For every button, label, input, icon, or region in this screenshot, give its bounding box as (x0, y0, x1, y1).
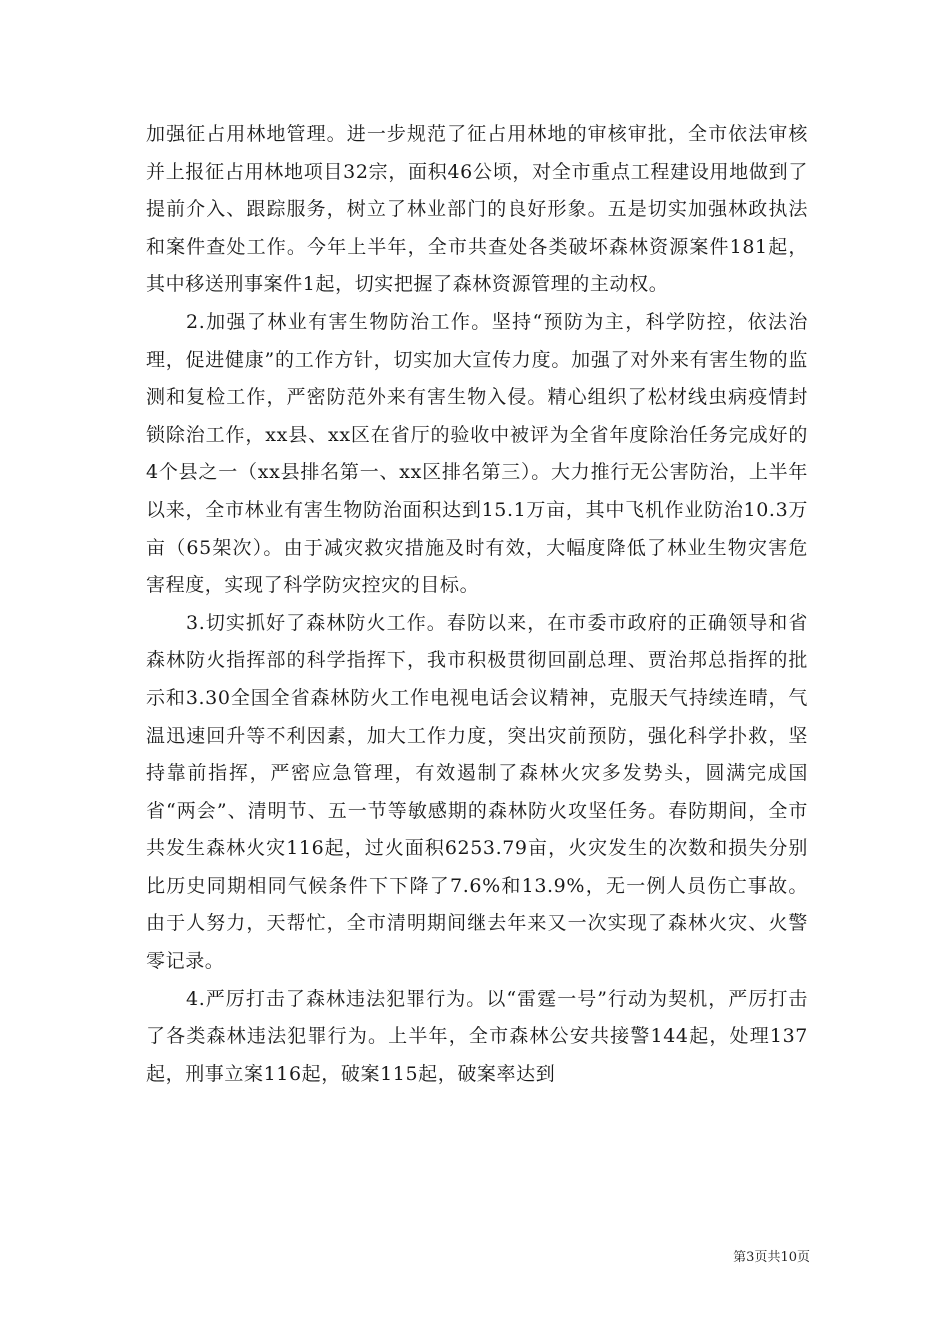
paragraph-land-management: 加强征占用林地管理。进一步规范了征占用林地的审核审批，全市依法审核并上报征占用林地项目32宗，面积46公顷，对全市重点工程建设用地做到了提前介入、跟踪服务，树立了林业部门的良好形象。五是切实加强林政执法和案件查处工作。今年上半年，全市共查处各类破坏森林资源案件181起，其中移送刑事案件1起，切实把握了森林资源管理的主动权。 (146, 123, 808, 296)
paragraph-pest-control: 2.加强了林业有害生物防治工作。坚持“预防为主，科学防控，依法治理，促进健康”的工作方针，切实加大宣传力度。加强了对外来有害生物的监测和复检工作，严密防范外来有害生物入侵。精心组织了松材线虫病疫情封锁除治工作，xx县、xx区在省厅的验收中被评为全省年度除治任务完成好的4个县之一（xx县排名第一、xx区排名第三）。大力推行无公害防治，上半年以来，全市林业有害生物防治面积达到15.1万亩，其中飞机作业防治10.3万亩（65架次）。由于减灾救灾措施及时有效，大幅度降低了林业生物灾害危害程度，实现了科学防灾控灾的目标。 (146, 310, 808, 597)
page-number-footer: 第3页共10页 (733, 1250, 810, 1265)
document-body (146, 116, 808, 1093)
paragraph-fire-prevention: 3.切实抓好了森林防火工作。春防以来，在市委市政府的正确领导和省森林防火指挥部的科学指挥下，我市积极贯彻回副总理、贾治邦总指挥的批示和3.30全国全省森林防火工作电视电话会议精神，克服天气持续连晴，气温迅速回升等不利因素，加大工作力度，突出灾前预防，强化科学扑救，坚持靠前指挥，严密应急管理，有效遏制了森林火灾多发势头，圆满完成国省“两会”、清明节、五一节等敏感期的森林防火攻坚任务。春防期间，全市共发生森林火灾116起，过火面积6253.79亩，火灾发生的次数和损失分别比历史同期相同气候条件下下降了7.6%和13.9%，无一例人员伤亡事故。由于人努力，天帮忙，全市清明期间继去年来又一次实现了森林火灾、火警零记录。 (146, 611, 808, 973)
paragraph-law-enforcement: 4.严厉打击了森林违法犯罪行为。以“雷霆一号”行动为契机，严厉打击了各类森林违法犯罪行为。上半年，全市森林公安共接警144起，处理137起，刑事立案116起，破案115起，破案率达到 (146, 987, 808, 1085)
